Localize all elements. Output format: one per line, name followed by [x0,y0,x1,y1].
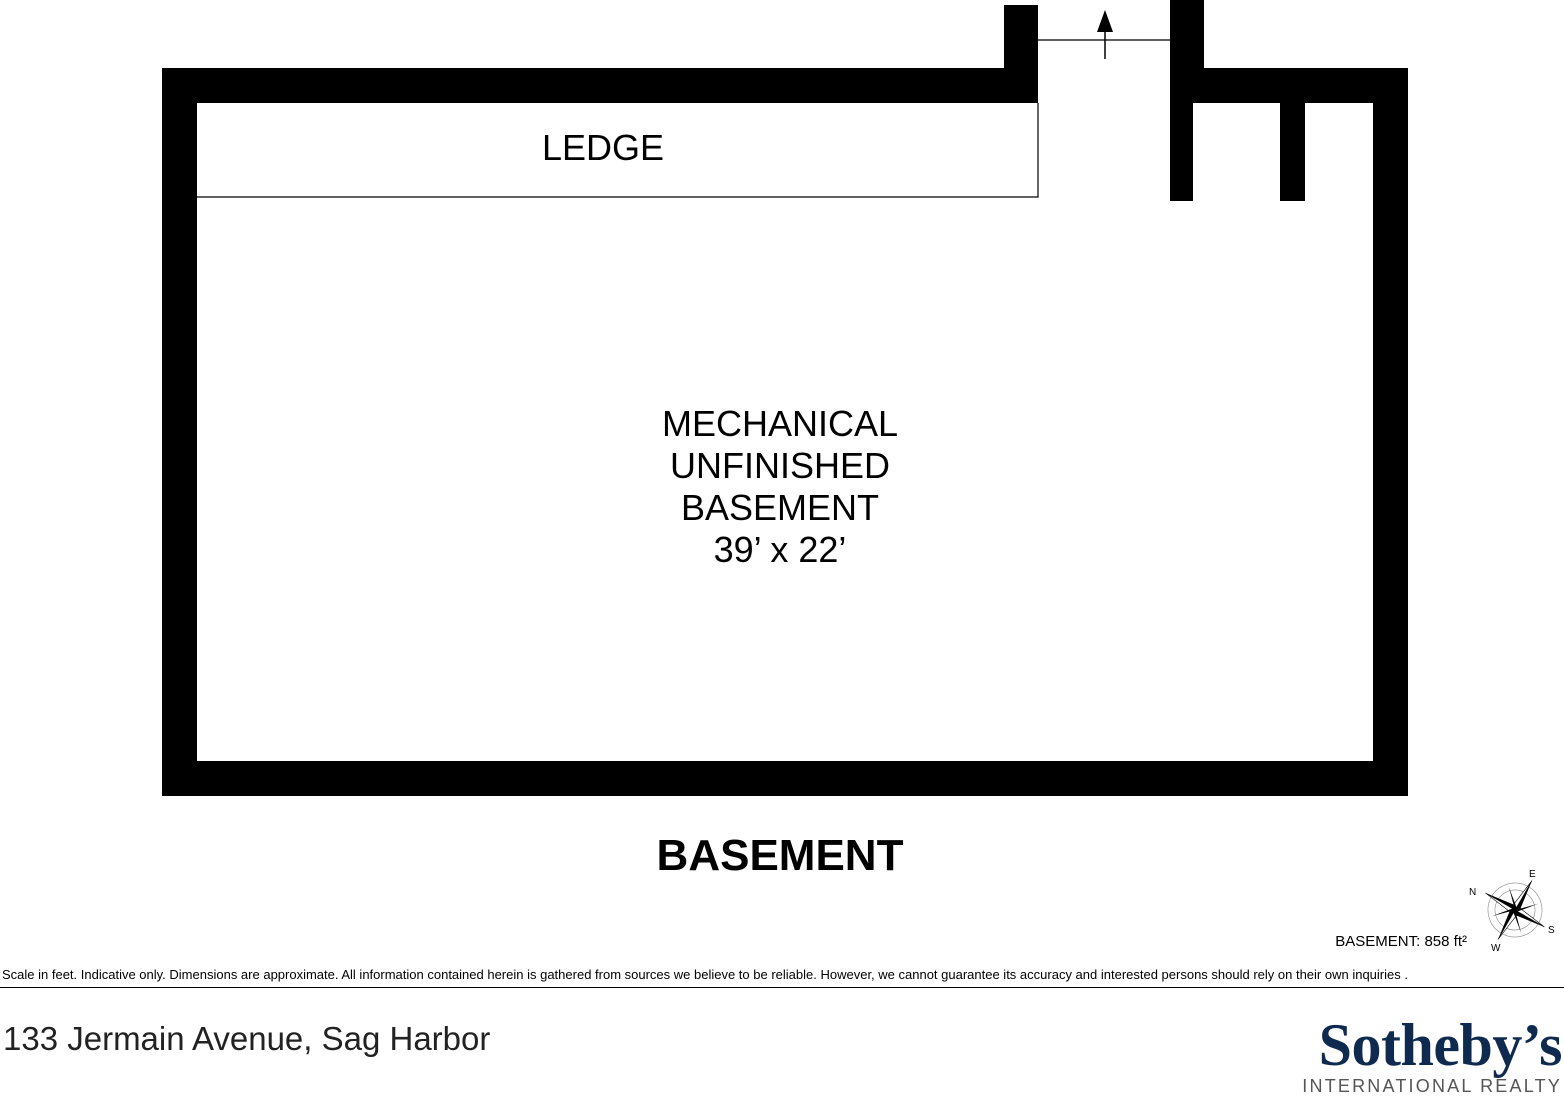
wall-bottom [162,761,1408,796]
interior-wall-stub-1 [1170,90,1193,201]
room-name-line-3: BASEMENT [680,487,880,528]
brand-logo [1302,1012,1562,1096]
compass-e: E [1529,869,1536,880]
compass-rose-icon [1469,864,1562,957]
compass-s: S [1548,925,1555,936]
brand-name: Sotheby’s [1318,1012,1562,1078]
brand-subtitle: INTERNATIONAL REALTY [1302,1076,1562,1096]
room-name-line-1: MECHANICAL [661,403,899,444]
stair-post-right [1170,0,1204,103]
property-address: 133 Jermain Avenue, Sag Harbor [3,1020,491,1057]
ledge-label: LEDGE [541,127,665,168]
footer-divider [0,987,1564,988]
disclaimer-text: Scale in feet. Indicative only. Dimensions are approximate. All information contained herein is gathered from sources we believe to be reliable. However, we cannot guarantee its accuracy and interested persons should rely on their own inquiries . [2,967,1408,982]
interior-wall-stub-2 [1280,90,1305,201]
wall-left [162,68,197,796]
stair-post-left [1004,5,1038,103]
room-dimensions: 39’ x 22’ [713,529,847,570]
wall-right [1373,68,1408,796]
stair-arrow-head [1097,10,1113,32]
area-summary: BASEMENT: 858 ft² [1335,933,1467,950]
wall-top-left [162,68,1038,103]
compass-w: W [1491,943,1501,954]
compass-n: N [1469,887,1477,898]
room-name-line-2: UNFINISHED [669,445,891,486]
floor-title: BASEMENT [656,831,904,880]
